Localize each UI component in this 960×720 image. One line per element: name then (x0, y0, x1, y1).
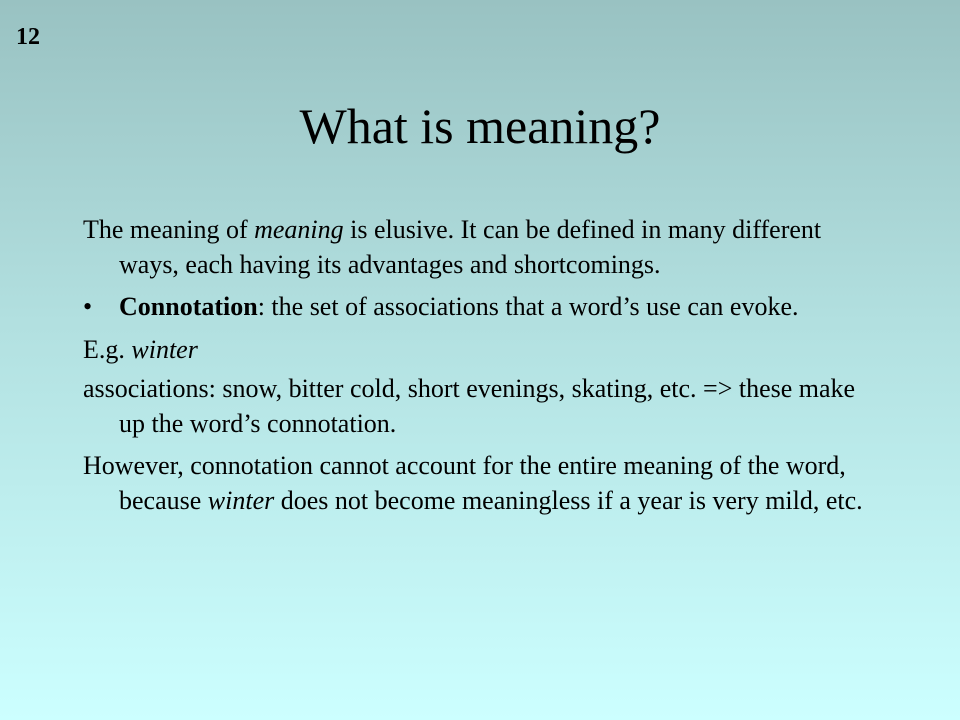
closing-paragraph (83, 448, 883, 518)
bullet-icon: • (83, 292, 93, 321)
bullet-text (119, 289, 883, 324)
example-word: winter (131, 335, 198, 364)
bullet-term: Connotation (119, 292, 258, 321)
associations-paragraph: associations: snow, bitter cold, short evenings, skating, etc. => these make up the word’s connotation. (83, 374, 856, 438)
closing-emphasis: winter (207, 486, 275, 515)
bullet-definition: : the set of associations that a word’s use can evoke. (257, 292, 799, 321)
example-line (83, 332, 883, 367)
slide-body (83, 212, 883, 525)
intro-text-1: The meaning of (83, 215, 255, 244)
example-prefix: E.g. (83, 335, 132, 364)
intro-paragraph (83, 212, 883, 282)
closing-text-1: However, connotation cannot account for the entire meaning of the word, because (83, 451, 846, 515)
intro-text-2: is elusive. It can be defined in many different ways, each having its advantages and shortcomings. (119, 215, 822, 279)
closing-text-2: does not become meaningless if a year is very mild, etc. (274, 486, 863, 515)
intro-emphasis: meaning (254, 215, 344, 244)
connotation-bullet (83, 289, 883, 324)
slide-number: 12 (16, 24, 40, 50)
slide-title: What is meaning? (299, 98, 661, 154)
